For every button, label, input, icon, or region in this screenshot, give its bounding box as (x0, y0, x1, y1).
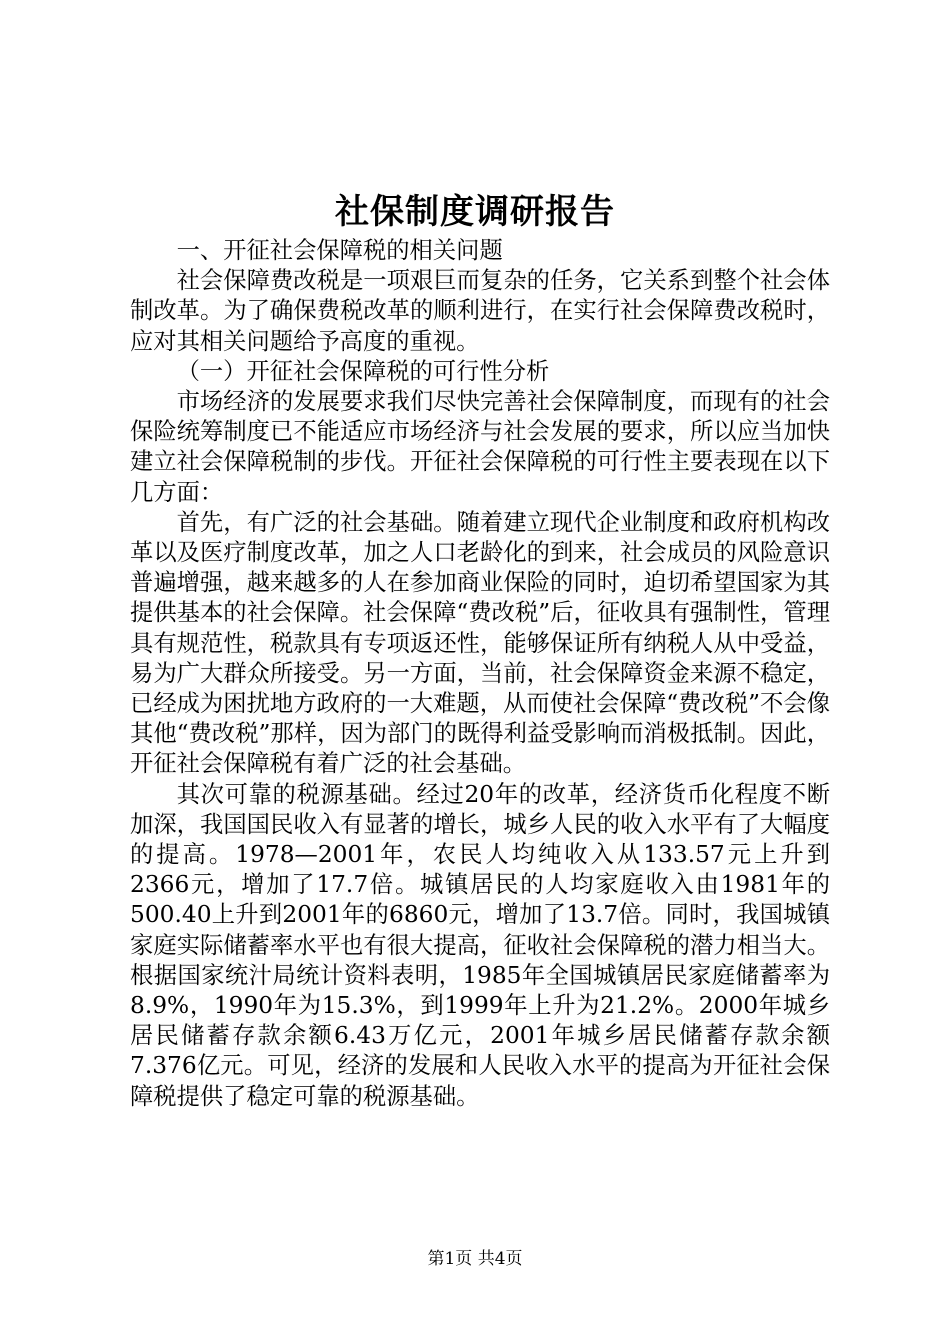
paragraph-second: 其次可靠的税源基础。经过20年的改革，经济货币化程度不断加深，我国国民收入有显著的增长，城乡人民的收入水平有了大幅度的提高。1978—2001年，农民人均纯收入从133.57元上升到2366元，增加了17.7倍。城镇居民的人均家庭收入由1981年的500.40上升到2001年的6860元，增加了13.7倍。同时，我国城镇家庭实际储蓄率水平也有很大提高，征收社会保障税的潜力相当大。根据国家统汁局统计资料表明，1985年全国城镇居民家庭储蓄率为8.9%，1990年为15.3%，到1999年上升为21.2%。2000年城乡居民储蓄存款余额6.43万亿元，2001年城乡居民储蓄存款余额7.376亿元。可见，经济的发展和人民收入水平的提高为开征社会保障税提供了稳定可靠的税源基础。 (130, 780, 830, 1110)
document-title: 社保制度调研报告 (335, 192, 615, 232)
subsection-heading: （一）开征社会保障税的可行性分析 (176, 357, 550, 385)
page-number-footer: 第1页 共4页 (427, 1249, 523, 1269)
paragraph-first: 首先，有广泛的社会基础。随着建立现代企业制度和政府机构改革以及医疗制度改革，加之人口老龄化的到来，社会成员的风险意识普遍增强，越来越多的人在参加商业保险的同时，迫切希望国家为其提供基本的社会保障。社会保障“费改税”后，征收具有强制性，管理具有规范性，税款具有专项返还性，能够保证所有纳税人从中受益，易为广大群众所接受。另一方面，当前，社会保障资金来源不稳定，已经成为困扰地方政府的一大难题，从而使社会保障“费改税”不会像其他“费改税”那样，因为部门的既得利益受影响而消极抵制。因此，开征社会保障税有着广泛的社会基础。 (130, 508, 830, 778)
paragraph-intro: 社会保障费改税是一项艰巨而复杂的任务，它关系到整个社会体制改革。为了确保费税改革的顺利进行，在实行社会保障费改税时，应对其相关问题给予高度的重视。 (130, 267, 830, 355)
section-heading: 一、开征社会保障税的相关问题 (176, 237, 503, 264)
paragraph-market: 市场经济的发展要求我们尽快完善社会保障制度，而现有的社会保险统筹制度已不能适应市场经济与社会发展的要求，所以应当加快建立社会保障税制的步伐。开征社会保障税的可行性主要表现在以下几方面： (130, 388, 830, 506)
document-body (130, 236, 830, 1112)
